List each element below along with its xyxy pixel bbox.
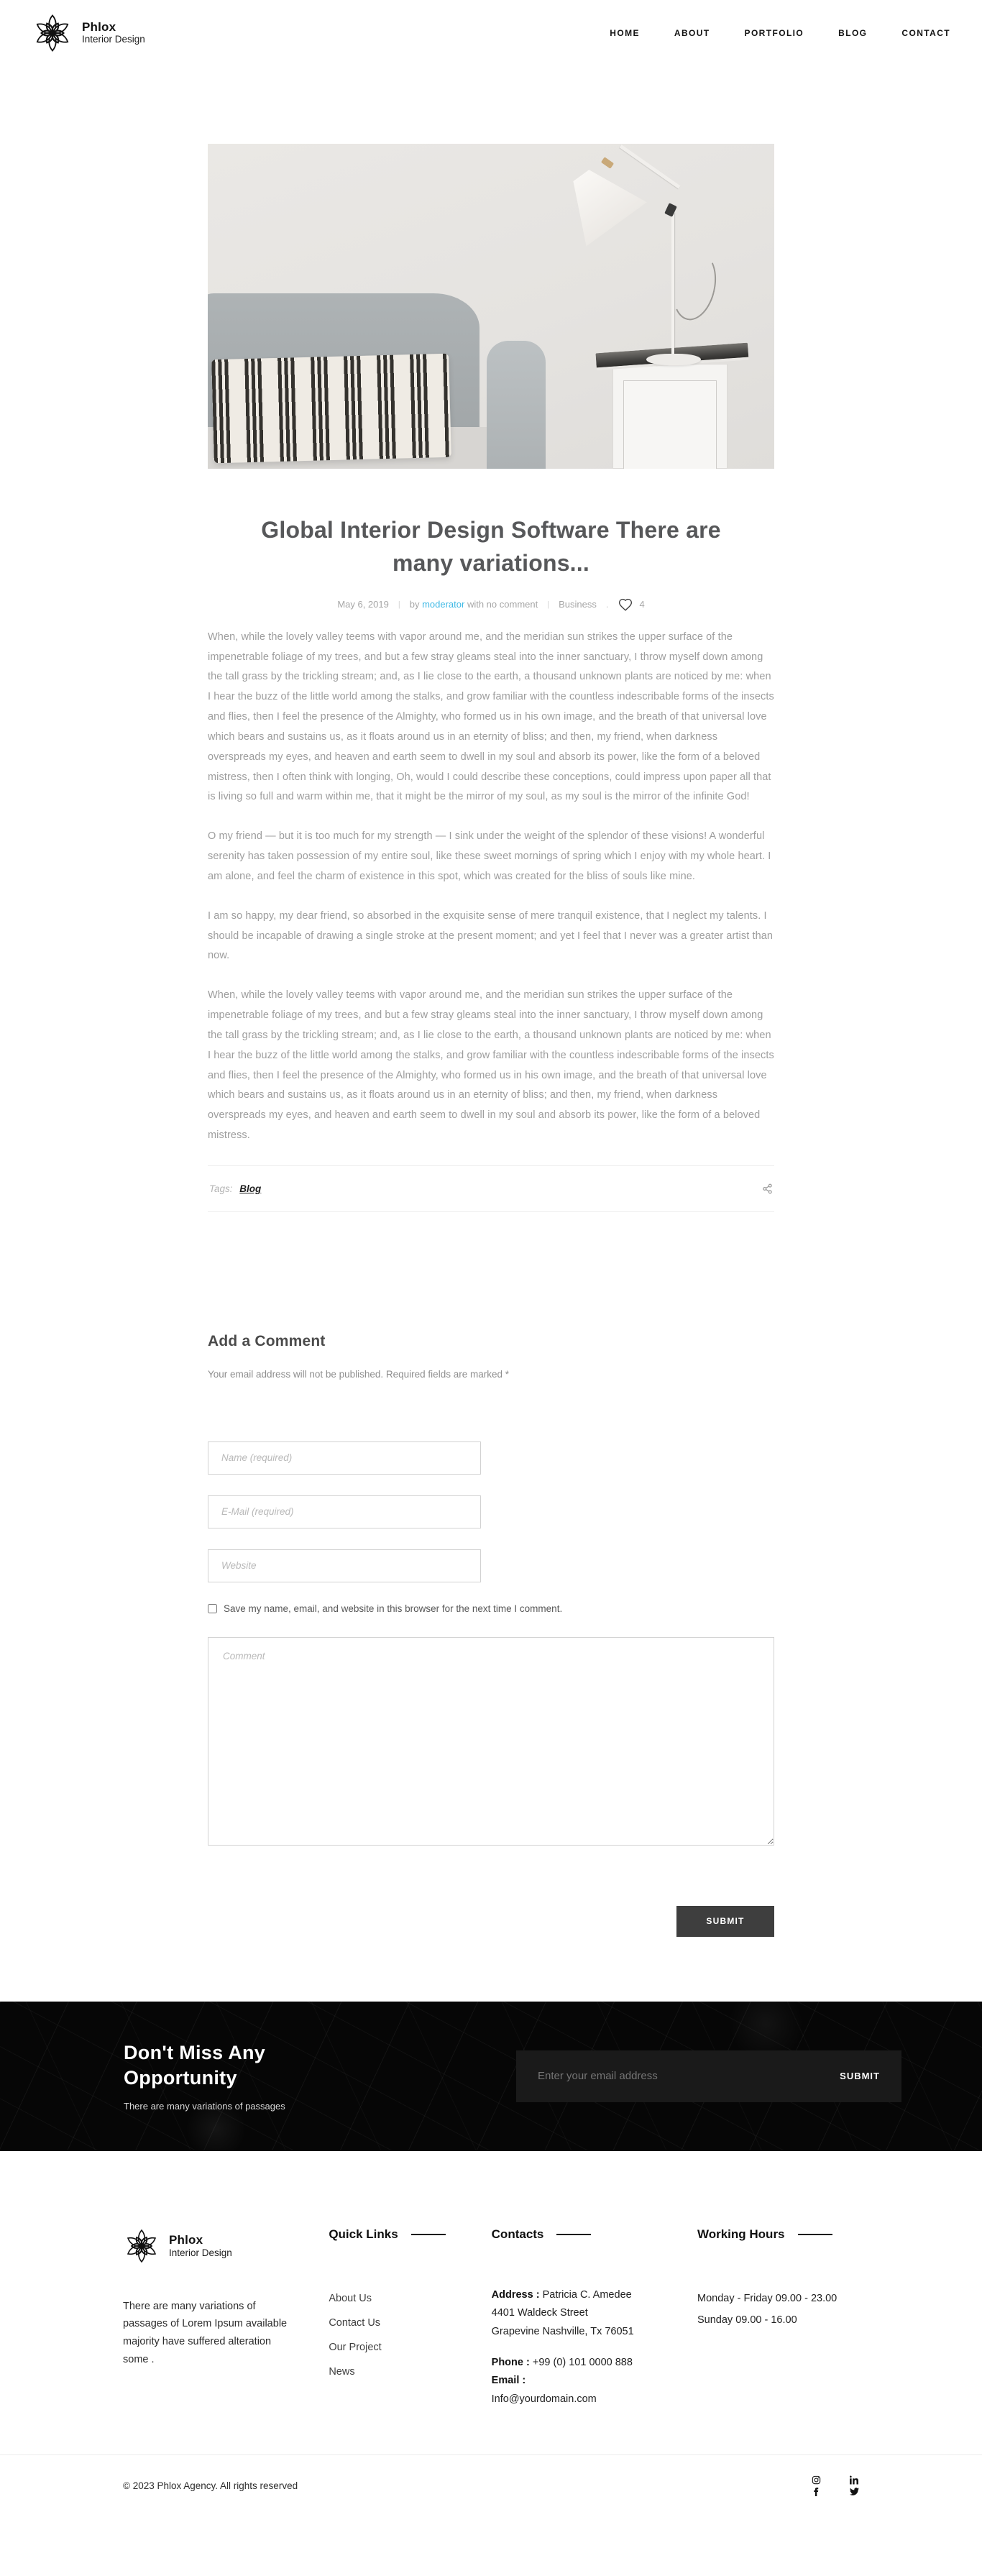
- tags-label: Tags:: [209, 1183, 233, 1194]
- footer-link-our-project[interactable]: Our Project: [329, 2341, 382, 2353]
- newsletter-submit-button[interactable]: SUBMIT: [840, 2071, 880, 2082]
- facebook-icon[interactable]: [812, 2487, 821, 2496]
- footer-link-contact-us[interactable]: Contact Us: [329, 2316, 381, 2329]
- newsletter-cta: [0, 2002, 982, 2151]
- contact-phone: [492, 2354, 671, 2408]
- post-paragraph: When, while the lovely valley teems with vapor around me, and the meridian sun strikes the upper surface of the impenetrable foliage of my trees, and but a few stray gleams steal into the inner sanctuary, I throw myself down among the tall grass by the trickling stream; and, as I lie close to the earth, a thousand unknown plants are noticed by me: when I hear the buzz of the little world among the stalks, and grow familiar with the countless indescribable forms of the insects and flies, then I feel the presence of the Almighty, who formed us in his own image, and the breath of that universal love which bears and sustains us, as it floats around us in an eternity of bliss; and then, my friend, when darkness overspreads my eyes, and heaven and earth seem to dwell in my soul and absorb its power, like the form of a beloved mistress, then I often think with longing, Oh, would I could describe these conceptions, could impress upon paper all that is living so full and warm within me, that it might be the mirror of my soul, as my soul is the mirror of the infinite God!: [208, 631, 774, 803]
- post-title: Global Interior Design Software There are many variations...: [261, 517, 721, 577]
- footer-hours-column: [697, 2227, 859, 2408]
- post-date: May 6, 2019: [337, 599, 389, 610]
- hours-line: Sunday 09.00 - 16.00: [697, 2314, 797, 2327]
- post-paragraph: I am so happy, my dear friend, so absorbed in the exquisite sense of mere tranquil existence, that I neglect my talents. I should be incapable of drawing a single stroke at the present moment; and yet I feel that I never was a greater artist than now.: [208, 909, 774, 962]
- cta-heading: Don't Miss Any Opportunity: [124, 2042, 266, 2089]
- brand-tagline: Interior Design: [82, 34, 145, 45]
- hero-striped-pillow: [211, 354, 451, 464]
- nav-item-blog[interactable]: BLOG: [838, 27, 868, 38]
- comments-heading: Add a Comment: [208, 1332, 326, 1349]
- cta-text-block: [124, 2040, 339, 2112]
- hero-lamp-clamp: [601, 157, 614, 169]
- site-header: [0, 0, 982, 65]
- contacts-heading: [492, 2227, 671, 2242]
- main-nav: [610, 28, 950, 38]
- site-footer: [0, 2151, 982, 2408]
- hero-lamp-arm: [620, 145, 681, 188]
- tag-link-blog[interactable]: Blog: [239, 1183, 262, 1194]
- instagram-icon[interactable]: [812, 2475, 821, 2485]
- name-input[interactable]: [208, 1441, 481, 1475]
- social-links: [812, 2475, 859, 2496]
- website-input[interactable]: [208, 1549, 481, 1582]
- phlox-flower-icon: [32, 12, 73, 54]
- tags-row: [208, 1166, 774, 1211]
- footer-brand-name: Phlox: [169, 2232, 203, 2247]
- contact-address: [492, 2286, 671, 2341]
- post-category[interactable]: Business: [559, 599, 597, 610]
- hero-sofa-arm: [487, 341, 546, 469]
- comments-note: Your email address will not be published. Required fields are marked *: [208, 1368, 509, 1380]
- hero-lamp-shade: [551, 153, 647, 246]
- footer-about-column: [123, 2227, 303, 2408]
- comment-textarea[interactable]: [208, 1637, 774, 1846]
- email-label: Email :: [491, 2375, 526, 2387]
- address-line: 4401 Waldeck Street: [491, 2307, 588, 2319]
- quicklinks-heading-text: Quick Links: [329, 2227, 398, 2241]
- meta-separator: |: [547, 600, 550, 609]
- footer-quicklinks-column: [329, 2227, 465, 2408]
- quicklinks-list: [329, 2286, 465, 2384]
- phone-number[interactable]: +99 (0) 101 0000 888: [532, 2356, 633, 2368]
- contacts-heading-text: Contacts: [491, 2227, 544, 2241]
- cta-subtext: There are many variations of passages: [124, 2101, 285, 2112]
- hero-lamp-stem: [671, 213, 674, 357]
- footer-link-news[interactable]: News: [329, 2366, 355, 2378]
- hero-table-panel: [623, 380, 717, 469]
- email-address[interactable]: Info@yourdomain.com: [491, 2393, 597, 2405]
- like-button[interactable]: [618, 597, 644, 612]
- twitter-icon[interactable]: [850, 2487, 859, 2496]
- address-label: Address :: [491, 2288, 540, 2301]
- author-link[interactable]: moderator: [422, 599, 465, 610]
- phlox-flower-icon: [123, 2227, 160, 2265]
- heading-rule: [798, 2234, 832, 2235]
- brand-name: Phlox: [82, 19, 116, 34]
- hero-image: [208, 144, 774, 469]
- tags-group: [209, 1183, 261, 1194]
- divider: [208, 1211, 774, 1212]
- save-info-row: [208, 1603, 774, 1614]
- author-prefix: by: [409, 599, 420, 610]
- newsletter-form: [516, 2050, 901, 2102]
- nav-item-contact[interactable]: CONTACT: [901, 27, 950, 38]
- linkedin-icon[interactable]: [850, 2475, 859, 2485]
- save-info-checkbox[interactable]: [208, 1604, 217, 1613]
- footer-brand-logo[interactable]: [123, 2227, 303, 2265]
- footer-link-about-us[interactable]: About Us: [329, 2292, 372, 2304]
- bottom-bar: [0, 2454, 982, 2513]
- hours-line: Monday - Friday 09.00 - 23.00: [697, 2292, 838, 2304]
- hero-lamp-joint: [664, 203, 677, 217]
- heading-rule: [411, 2234, 446, 2235]
- comment-count-text: with no comment: [467, 599, 538, 610]
- hours-heading: [697, 2227, 859, 2242]
- brand-logo[interactable]: [32, 12, 145, 54]
- submit-row: [208, 1906, 774, 1937]
- nav-item-about[interactable]: ABOUT: [674, 27, 710, 38]
- meta-separator: |: [398, 600, 400, 609]
- heading-rule: [556, 2234, 591, 2235]
- hero-side-table: [612, 364, 728, 469]
- heart-icon: [618, 597, 633, 612]
- footer-contacts-column: [492, 2227, 671, 2408]
- comment-section: [208, 1333, 774, 1937]
- hours-heading-text: Working Hours: [697, 2227, 785, 2241]
- footer-brand-tagline: Interior Design: [169, 2247, 232, 2258]
- address-line: Grapevine Nashville, Tx 76051: [491, 2325, 634, 2337]
- contacts-body: [492, 2286, 671, 2408]
- post-body: [208, 628, 774, 1212]
- quicklinks-heading: [329, 2227, 465, 2242]
- copyright-text: © 2023 Phlox Agency. All rights reserved: [123, 2480, 298, 2492]
- like-count: 4: [639, 599, 645, 610]
- hero-lamp-cable: [667, 248, 722, 324]
- footer-about-text: There are many variations of passages of Lorem Ipsum available majority have suffered alteration some .: [123, 2300, 288, 2365]
- address-line: Patricia C. Amedee: [542, 2288, 632, 2301]
- hero-lamp-base: [646, 354, 701, 365]
- comment-submit-button[interactable]: SUBMIT: [676, 1906, 774, 1937]
- post-meta: [0, 597, 982, 612]
- meta-dot: .: [605, 599, 609, 610]
- comment-form: [208, 1441, 774, 1937]
- newsletter-email-input[interactable]: [538, 2070, 840, 2082]
- post-paragraph: When, while the lovely valley teems with vapor around me, and the meridian sun strikes the upper surface of the impenetrable foliage of my trees, and but a few stray gleams steal into the inner sanctuary, I throw myself down among the tall grass by the trickling stream; and, as I lie close to the earth, a thousand unknown plants are noticed by me: when I hear the buzz of the little world among the stalks, and grow familiar with the countless indescribable forms of the insects and flies, then I feel the presence of the Almighty, who formed us in his own image, and the breath of that universal love which bears and sustains us, as it floats around us in an eternity of bliss; and then, my friend, when darkness overspreads my eyes, and heaven and earth seem to dwell in my soul and absorb its power, like the form of a beloved mistress.: [208, 989, 774, 1141]
- phone-label: Phone :: [491, 2356, 530, 2368]
- share-button[interactable]: [762, 1183, 773, 1194]
- post-author-line: [410, 599, 538, 610]
- nav-item-home[interactable]: HOME: [610, 27, 640, 38]
- hours-body: [697, 2288, 859, 2332]
- save-info-label: Save my name, email, and website in this browser for the next time I comment.: [224, 1603, 563, 1614]
- email-input[interactable]: [208, 1495, 481, 1528]
- post-paragraph: O my friend — but it is too much for my strength — I sink under the weight of the splendor of these visions! A wonderful serenity has taken possession of my entire soul, like these sweet mornings of spring which I enjoy with my whole heart. I am alone, and feel the charm of existence in this spot, which was created for the bliss of souls like mine.: [208, 830, 771, 882]
- nav-item-portfolio[interactable]: PORTFOLIO: [744, 27, 804, 38]
- share-icon: [762, 1183, 773, 1194]
